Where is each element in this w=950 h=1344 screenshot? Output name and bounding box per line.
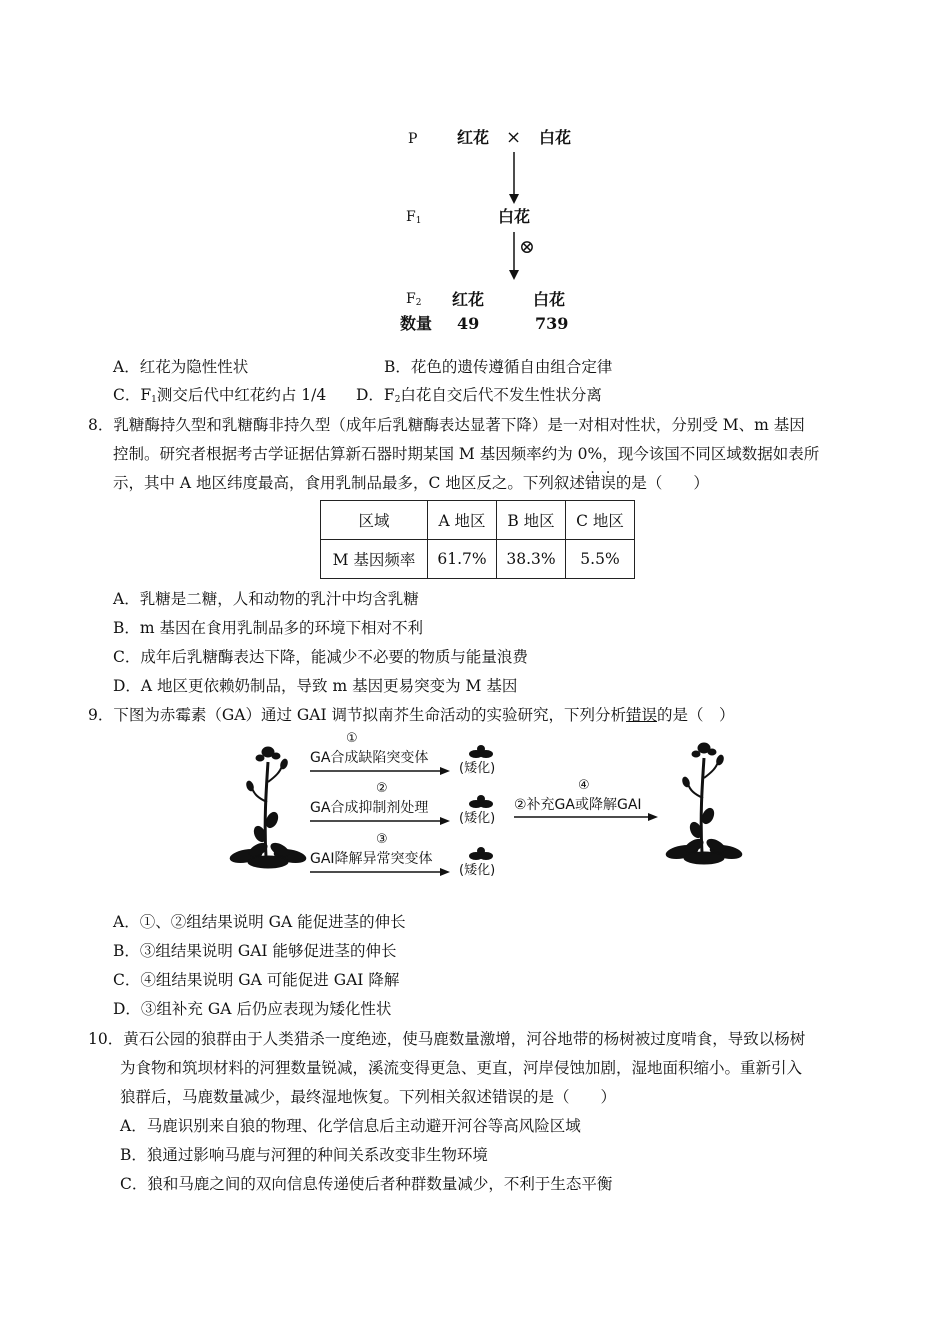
q9-stem: 9．下图为赤霉素（GA）通过 GAI 调节拟南芥生命活动的实验研究，下列分析错误的是（ ） — [88, 706, 735, 724]
count-label: 数量 — [400, 314, 433, 333]
q7-option-b: B．花色的遗传遵循自由组合定律 — [384, 358, 613, 376]
group-4-number: ④ — [578, 778, 590, 793]
f2-label: $F_2$ — [406, 291, 422, 308]
arrow-right-icon — [310, 867, 450, 877]
tall-plant-icon — [228, 742, 312, 872]
table-row — [321, 501, 635, 540]
p-label: P — [408, 131, 418, 147]
p-red-flower: 红花 — [457, 128, 490, 147]
f2-white-flower: 白花 — [533, 290, 566, 309]
group-3-label: GAI降解异常突变体 — [310, 851, 433, 867]
count-red: 49 — [457, 314, 480, 333]
q8-stem-line3: 示，其中 A 地区纬度最高，食用乳制品最多，C 地区反之。下列叙述错误的是（ ） — [113, 474, 709, 492]
q7-option-d: D．$F_2$白花自交后代不发生性状分离 — [356, 386, 602, 405]
table-cell: 61.7% — [428, 540, 497, 579]
table-header-cell: B 地区 — [497, 501, 566, 540]
q10-option-a: A．马鹿识别来自狼的物理、化学信息后主动避开河谷等高风险区域 — [120, 1117, 581, 1135]
q8-option-a: A．乳糖是二糖，人和动物的乳汁中均含乳糖 — [113, 590, 419, 608]
p-white-flower: 白花 — [539, 128, 572, 147]
group-1-result: (矮化) — [459, 761, 496, 776]
group-3-number: ③ — [376, 832, 388, 847]
q10-option-b: B．狼通过影响马鹿与河狸的种间关系改变非生物环境 — [120, 1146, 488, 1164]
f1-label: $F_1$ — [406, 209, 422, 226]
selfing-icon: ⊗ — [519, 236, 535, 258]
q10-option-c: C．狼和马鹿之间的双向信息传递使后者种群数量减少，不利于生态平衡 — [120, 1175, 613, 1193]
tall-plant-icon — [664, 738, 748, 868]
q9-option-a: A．①、②组结果说明 GA 能促进茎的伸长 — [113, 913, 406, 931]
arrow-down-icon — [506, 152, 522, 204]
arrow-right-icon — [310, 766, 450, 776]
q10-stem-line1: 10．黄石公园的狼群由于人类猎杀一度绝迹，使马鹿数量激增，河谷地带的杨树被过度啃食，导致以杨树 — [88, 1030, 806, 1048]
q8-option-d: D．A 地区更依赖奶制品，导致 m 基因更易突变为 M 基因 — [113, 677, 518, 695]
q8-option-b: B．m 基因在食用乳制品多的环境下相对不利 — [113, 619, 424, 637]
f2-red-flower: 红花 — [452, 290, 485, 309]
q9-option-c: C．④组结果说明 GA 可能促进 GAI 降解 — [113, 971, 400, 989]
table-header-cell: C 地区 — [566, 501, 635, 540]
group-1-number: ① — [346, 731, 358, 746]
group-2-result: (矮化) — [459, 811, 496, 826]
q7-option-c: C．$F_1$测交后代中红花约占 1/4 — [113, 386, 327, 405]
count-white: 739 — [535, 314, 569, 333]
arrow-right-icon — [514, 812, 658, 822]
f1-white-flower: 白花 — [498, 207, 531, 226]
q7-option-a: A．红花为隐性性状 — [113, 358, 249, 376]
q9-option-d: D．③组补充 GA 后仍应表现为矮化性状 — [113, 1000, 392, 1018]
q10-stem-line3: 狼群后，马鹿数量减少，最终湿地恢复。下列相关叙述错误的是（ ） — [120, 1088, 617, 1106]
group-1-label: GA合成缺陷突变体 — [310, 750, 429, 766]
q8-option-c: C．成年后乳糖酶表达下降，能减少不必要的物质与能量浪费 — [113, 648, 528, 666]
table-cell: 38.3% — [497, 540, 566, 579]
table-header-cell: 区域 — [321, 501, 428, 540]
q8-stem-line1: 8．乳糖酶持久型和乳糖酶非持久型（成年后乳糖酶表达显著下降）是一对相对性状，分别受 M、m 基因 — [88, 416, 805, 434]
group-3-result: (矮化) — [459, 863, 496, 878]
q8-stem-line2: 控制。研究者根据考古学证据估算新石器时期某国 M 基因频率约为 0%，现今该国不同区域数据如表所 — [113, 445, 820, 463]
table-cell: 5.5% — [566, 540, 635, 579]
table-row — [321, 540, 635, 579]
gene-frequency-table — [320, 500, 635, 579]
group-2-number: ② — [376, 781, 388, 796]
table-header-cell: A 地区 — [428, 501, 497, 540]
group-4-label: ②补充GA或降解GAI — [514, 797, 642, 813]
arrow-right-icon — [310, 816, 450, 826]
group-2-label: GA合成抑制剂处理 — [310, 800, 429, 816]
cross-symbol: × — [506, 127, 522, 148]
q9-option-b: B．③组结果说明 GAI 能够促进茎的伸长 — [113, 942, 397, 960]
table-cell: M 基因频率 — [321, 540, 428, 579]
q10-stem-line2: 为食物和筑坝材料的河狸数量锐减，溪流变得更急、更直，河岸侵蚀加剧，湿地面积缩小。重新引入 — [120, 1059, 803, 1077]
